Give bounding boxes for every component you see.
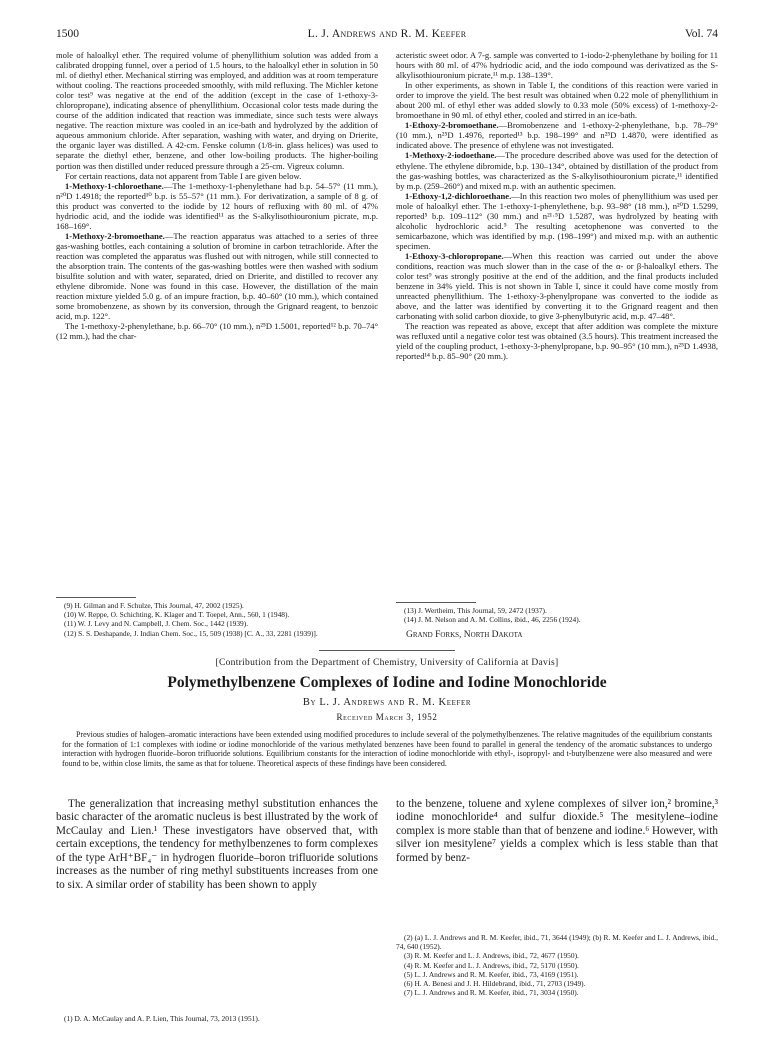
paragraph: The reaction was repeated as above, except that after addition was complete the mixture was refluxed until a negative color test was obtained (3.5 hours). This treatment increased the yield of the coupling product, 1-ethoxy-3-phenylpropane, b.p. 90–95° (10 mm.), n²⁵D 1.4938, reported¹⁴ b.p. 85–90° (20 mm.). xyxy=(396,321,718,362)
paragraph-text: —When this reaction was carried out under the above conditions, reaction was much slower than in the case of the α- or β-haloalkyl ethers. The color test⁹ was strongly positive at the end of the addition, and the final products included benzene in 34% yield. This is not shown in Table I, since it could have come mostly from unreacted phenyllithium. The 1-ethoxy-3-phenylpropane was converted to the iodide as above, and the latter was identified by converting it to the Grignard reagent and then carbonating with solid carbon dioxide, to give 3-phenylbutyric acid, m.p. 47–48°. xyxy=(396,250,718,322)
paragraph-text: —The procedure described above was used for the detection of ethylene. The ethylene dibromide, b.p. 130–134°, obtained by distillation of the product from the gas-washing bottles, was characterized as the S-alkylisothiouronium picrate,¹¹ identified by m.p. (259–260°) and mixed m.p. with an authentic specimen. xyxy=(396,150,718,191)
footnote: (6) H. A. Benesi and J. H. Hildebrand, ibid., 71, 2703 (1949). xyxy=(404,979,586,989)
paragraph-text: —The reaction apparatus was attached to a series of three gas-washing bottles, each containing a solution of bromine in carbon tetrachloride. After the reaction was completed the apparatus was flushed out with nitrogen, while still connected to the absorption train. The contents of the gas-washing bottles were then washed with sodium bisulfite solution and with water, separated, dried on Drierite, and distilled to recover any ethylene dibromide. None was found in this case. However, the distillation of the main reaction mixture yielded 5.0 g. of an impure fraction, b.p. 40–60° (10 mm.), which contained some bromobenzene, as shown by its conversion, through the Grignard reagent, to benzoic acid, m.p. 122°. xyxy=(56,230,378,322)
subheading: 1-Ethoxy-3-chloropropane. xyxy=(405,250,504,261)
page-number: 1500 xyxy=(56,28,79,40)
paragraph xyxy=(396,191,718,251)
footnote: (1) D. A. McCaulay and A. P. Lien, This Journal, 73, 2013 (1951). xyxy=(64,1014,260,1023)
right-footnotes xyxy=(396,606,718,624)
footnote: (4) R. M. Keefer and L. J. Andrews, ibid., 72, 5170 (1950). xyxy=(404,960,579,970)
paragraph xyxy=(396,251,718,321)
left-footnotes xyxy=(56,601,378,638)
footnote: (11) W. J. Levy and N. Campbell, J. Chem. Soc., 1442 (1939). xyxy=(64,619,249,629)
subheading: 1-Methoxy-2-bromoethane. xyxy=(65,230,165,241)
footnote: (5) L. J. Andrews and R. M. Keefer, ibid., 73, 4169 (1951). xyxy=(404,969,579,979)
volume-label: Vol. 74 xyxy=(684,28,718,40)
footnote-rule xyxy=(396,602,476,603)
paragraph: The generalization that increasing methyl substitution enhances the basic character of the aromatic nucleus is best illustrated by the work of McCaulay and Lien.¹ These investigators have observed that, with certain exceptions, the tendency for methylbenzenes to form complexes of the type ArH⁺BF₄⁻ in hydrogen fluoride–boron trifluoride solutions increases as the number of ring methyl substituents increases from one to six. A similar order of stability has been shown to apply xyxy=(56,798,378,891)
abstract: Previous studies of halogen–aromatic interactions have been extended using modified procedures to include several of the polymethylbenzenes. The relative magnitudes of the equilibrium constants for the formation of 1:1 complexes with iodine or iodine monochloride of the various methylated benzenes have been found to parallel in general the tendency of the aromatic substances to undergo interaction with hydrogen fluoride–boron trifluoride solutions. Equilibrium constants for the interaction of iodine monochloride with ethyl-, isopropyl- and t-butylbenzene were also measured and were found to be, within close limits, the same as that for toluene. Theoretical aspects of these findings have been considered. xyxy=(62,730,712,768)
subheading: 1-Methoxy-1-chloroethane. xyxy=(65,180,164,191)
footnote: (7) L. J. Andrews and R. M. Keefer, ibid., 71, 3034 (1950). xyxy=(404,988,579,998)
running-head: L. J. Andrews and R. M. Keefer xyxy=(307,28,467,40)
subheading: 1-Methoxy-2-iodoethane. xyxy=(405,150,497,161)
paragraph xyxy=(396,150,718,190)
paragraph: For certain reactions, data not apparent from Table I are given below. xyxy=(65,170,302,181)
footnote: (9) H. Gilman and F. Schulze, This Journal, 47, 2002 (1925). xyxy=(64,601,244,610)
body-right-footnotes xyxy=(396,933,718,997)
paragraph-text: —Bromobenzene and 1-ethoxy-2-phenylethane, b.p. 78–79° (10 mm.), n²⁵D 1.4976, reported¹³ b.p. 198–199° and n²⁵D 1.4870, were identified as indicated above. The presence of ethylene was not investigated. xyxy=(396,120,718,151)
article-title: Polymethylbenzene Complexes of Iodine and Iodine Monochloride xyxy=(167,674,607,691)
subheading: 1-Ethoxy-2-bromoethane. xyxy=(405,120,499,131)
paragraph xyxy=(56,181,378,231)
contribution-line: [Contribution from the Department of Chemistry, University of California at Davis] xyxy=(215,658,559,668)
footnote: (12) S. S. Deshapande, J. Indian Chem. Soc., 15, 509 (1938) [C. A., 33, 2281 (1939)]. xyxy=(64,628,318,638)
location-line: Grand Forks, North Dakota xyxy=(406,630,523,640)
left-column xyxy=(56,50,378,341)
body-left-footnotes xyxy=(56,1014,378,1023)
body-left-column xyxy=(56,798,378,892)
body-right-column xyxy=(396,798,718,865)
subheading: 1-Ethoxy-1,2-dichloroethane. xyxy=(405,190,512,201)
paragraph xyxy=(396,120,718,150)
footnote: (10) W. Reppe, O. Schichting, K. Klager and T. Toepel, Ann., 560, 1 (1948). xyxy=(64,610,290,620)
right-column xyxy=(396,50,718,361)
paragraph: The 1-methoxy-2-phenylethane, b.p. 66–70° (10 mm.), n²⁵D 1.5001, reported¹² b.p. 70–74° (12 mm.), had the char- xyxy=(56,321,378,342)
paragraph: acteristic sweet odor. A 7-g. sample was converted to 1-iodo-2-phenylethane by boiling for 11 hours with 80 ml. of 47% hydriodic acid, and the iodo compound was derivatized as the S-alkylisothiouronium picrate,¹¹ m.p. 138–139°. xyxy=(396,50,718,81)
footnote: (13) J. Wertheim, This Journal, 59, 2472 (1937). xyxy=(404,606,547,615)
paragraph-text: —In this reaction two moles of phenyllithium was used per mole of haloalkyl ether. The 1-ethoxy-1-phenylethene, b.p. 93–98° (18 mm.), n²⁰D 1.5299, reported⁵ b.p. 109–112° (30 mm.) and n²¹·⁵D 1.5287, was hydrolyzed by heating with alcoholic hydrochloric acid.⁵ The resulting acetophenone was converted to the semicarbazone, which was identified by m.p. (198–199°) and mixed m.p. with an authentic specimen. xyxy=(396,190,718,251)
footnote: (2) (a) L. J. Andrews and R. M. Keefer, ibid., 71, 3644 (1949); (b) R. M. Keefer and L. J. Andrews, ibid., 74, 640 (1952). xyxy=(396,933,718,952)
footnote-rule xyxy=(56,597,136,598)
journal-page xyxy=(56,28,718,1048)
article-authors: By L. J. Andrews and R. M. Keefer xyxy=(302,697,472,708)
paragraph: In other experiments, as shown in Table I, the conditions of this reaction were varied in order to improve the yield. The best result was obtained when 0.22 mole of phenyllithium in about 200 ml. of ethyl ether was added slowly to 0.33 mole (50% excess) of 1-methoxy-2-bromoethane in 90 ml. of ethyl ether, cooled and stirred in an ice-bath. xyxy=(396,80,718,121)
paragraph: mole of haloalkyl ether. The required volume of phenyllithium solution was added from a calibrated dropping funnel, over a period of 1.5 hours, to the haloalkyl ether in solution in 50 ml. of diethyl ether. Mechanical stirring was employed, and addition was at room temperature without cooling. The reactions proceeded smoothly, with mild refluxing. The Michler ketone color test⁹ was negative at the end of the addition (except in the case of 1-ethoxy-3-chloropropane), indicating absence of phenyllithium. Occasional color tests made during the course of the addition indicated that reaction was immediate, since such tests were always negative. The reaction mixture was cooled in an ice-bath and hydrolyzed by the addition of aqueous ammonium chloride. After separation, washing with water, and drying on Drierite, the organic layer was distilled. A 42-cm. Fenske column (1/8-in. glass helices) was used to separate the diethyl ether, benzene, and other low-boiling products. The higher-boiling portion was then distilled under reduced pressure through a 25-cm. Vigreux column. xyxy=(56,50,378,171)
paragraph-text: —The 1-methoxy-1-phenylethane had b.p. 54–57° (11 mm.), n²⁰D 1.4918; the reported¹⁰ b.p. is 55–57° (11 mm.). For derivatization, a sample of 8 g. of this product was converted to the iodide by 12 hours of refluxing with 80 ml. of 47% hydriodic acid, and the iodide was identified¹¹ as the S-alkylisothiouronium picrate, m.p. 168–169°. xyxy=(56,180,378,231)
paragraph xyxy=(56,231,378,321)
paragraph: to the benzene, toluene and xylene complexes of silver ion,² bromine,³ iodine monochloride⁴ and sulfur dioxide.⁵ The mesitylene–iodine complex is more stable than that of benzene and iodine.⁶ However, with silver ion mesitylene⁷ yields a complex which is less stable than that formed by benz- xyxy=(396,798,718,864)
footnote: (14) J. M. Nelson and A. M. Collins, ibid., 46, 2256 (1924). xyxy=(404,615,581,625)
received-date: Received March 3, 1952 xyxy=(336,712,438,722)
footnote: (3) R. M. Keefer and L. J. Andrews, ibid., 72, 4677 (1950). xyxy=(404,951,579,961)
running-header xyxy=(56,28,718,46)
article-separator xyxy=(319,650,455,651)
